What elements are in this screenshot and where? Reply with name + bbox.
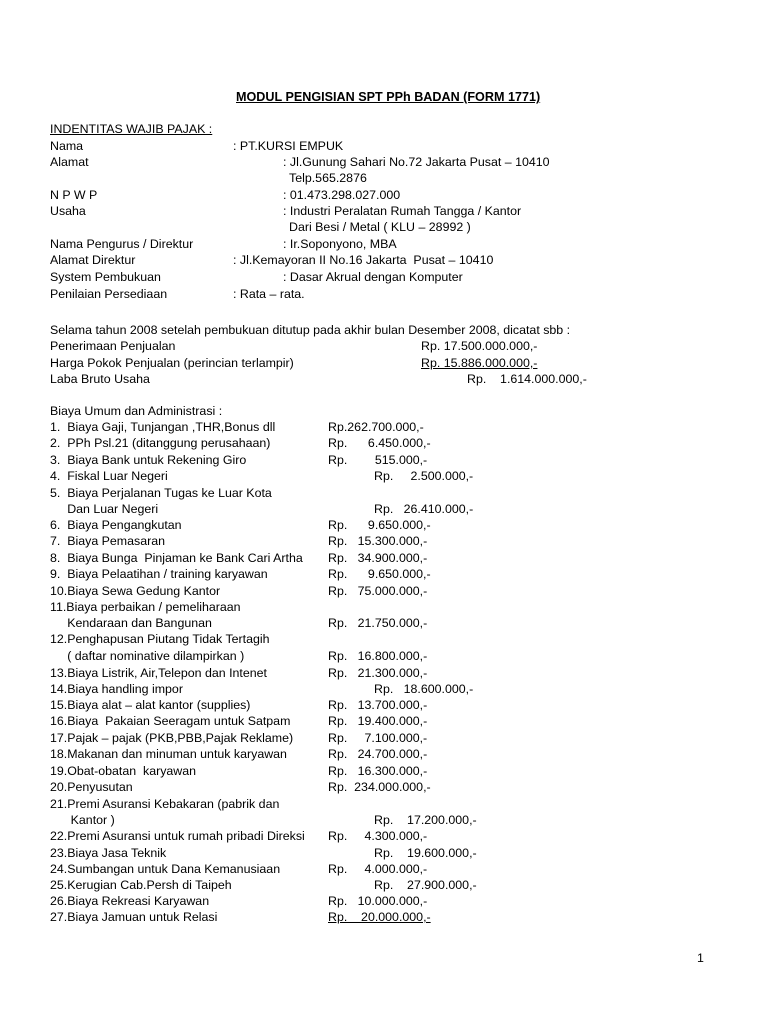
cost-amount: Rp. 2.500.000,- [374,469,474,483]
cost-amount: Rp. 16.300.000,- [328,764,428,778]
identity-label: N P W P [50,188,98,202]
cost-label: 15.Biaya alat – alat kantor (supplies) [50,698,251,712]
cost-label: 6. Biaya Pengangkutan [50,518,182,532]
cost-amount: Rp. 10.000.000,- [328,894,428,908]
cost-label: 2. PPh Psl.21 (ditanggung perusahaan) [50,436,271,450]
cost-label: Kantor ) [50,813,115,827]
cost-row [0,746,768,762]
summary-amount: Rp. 15.886.000.000,- [421,356,538,370]
cost-label: 25.Kerugian Cab.Persh di Taipeh [50,878,232,892]
cost-amount: Rp. 19.400.000,- [328,714,428,728]
cost-row [0,648,768,664]
cost-label: 22.Premi Asuransi untuk rumah pribadi Direksi [50,829,305,843]
cost-label: 12.Penghapusan Piutang Tidak Tertagih [50,632,270,646]
cost-row [0,599,768,615]
summary-row-penjualan [0,338,768,354]
costs-heading: Biaya Umum dan Administrasi : [50,404,223,418]
identity-row-alamat [0,154,768,170]
summary-label: Penerimaan Penjualan [50,339,176,353]
cost-row [0,468,768,484]
page-number: 1 [697,951,704,965]
cost-row [0,566,768,582]
cost-amount: Rp. 20.000.000,- [328,910,431,924]
summary-amount: Rp. 1.614.000.000,- [467,372,587,386]
identity-label: Penilaian Persediaan [50,287,168,301]
identity-row-system [0,269,768,285]
cost-amount: Rp. 9.650.000,- [328,518,431,532]
cost-label: 17.Pajak – pajak (PKB,PBB,Pajak Reklame) [50,731,294,745]
cost-label: 26.Biaya Rekreasi Karyawan [50,894,210,908]
cost-label: 3. Biaya Bank untuk Rekening Giro [50,453,247,467]
cost-amount: Rp. 4.000.000,- [328,862,428,876]
cost-row [0,615,768,631]
cost-amount: Rp. 26.410.000,- [374,502,474,516]
summary-row-laba-bruto [0,371,768,387]
cost-amount: Rp.262.700.000,- [328,420,424,434]
summary-label: Laba Bruto Usaha [50,372,150,386]
identity-row-npwp [0,187,768,203]
identity-value: : Jl.Gunung Sahari No.72 Jakarta Pusat – 10410 [283,155,550,169]
cost-amount: Rp. 4.300.000,- [328,829,428,843]
identity-row-persediaan [0,286,768,302]
summary-intro: Selama tahun 2008 setelah pembukuan ditutup pada akhir bulan Desember 2008, dicatat sbb : [50,323,571,337]
identity-value-cont: Dari Besi / Metal ( KLU – 28992 ) [289,220,471,234]
cost-amount: Rp. 15.300.000,- [328,534,428,548]
identity-value: : PT.KURSI EMPUK [233,139,344,153]
identity-value: : Dasar Akrual dengan Komputer [283,270,463,284]
cost-label: 24.Sumbangan untuk Dana Kemanusiaan [50,862,281,876]
cost-row [0,452,768,468]
cost-row [0,909,768,925]
identity-row-alamat-direktur [0,252,768,268]
identity-label: Alamat [50,155,89,169]
cost-label: 23.Biaya Jasa Teknik [50,846,167,860]
cost-row [0,435,768,451]
cost-label: ( daftar nominative dilampirkan ) [50,649,245,663]
identity-label: Nama [50,139,84,153]
identity-row-usaha [0,203,768,219]
cost-amount: Rp. 24.700.000,- [328,747,428,761]
summary-row-hpp [0,355,768,371]
cost-amount: Rp. 18.600.000,- [374,682,474,696]
cost-row [0,583,768,599]
cost-label: 20.Penyusutan [50,780,133,794]
cost-label: 1. Biaya Gaji, Tunjangan ,THR,Bonus dll [50,420,276,434]
cost-row [0,730,768,746]
cost-row [0,713,768,729]
cost-amount: Rp. 6.450.000,- [328,436,431,450]
cost-row [0,533,768,549]
document-title: MODUL PENGISIAN SPT PPh BADAN (FORM 1771) [236,90,541,104]
cost-label: 19.Obat-obatan karyawan [50,764,197,778]
cost-amount: Rp. 17.200.000,- [374,813,477,827]
cost-row [0,485,768,501]
summary-amount: Rp. 17.500.000.000,- [421,339,538,353]
cost-row [0,845,768,861]
cost-row [0,796,768,812]
summary-label: Harga Pokok Penjualan (perincian terlampir) [50,356,294,370]
identity-value: : Ir.Soponyono, MBA [283,237,397,251]
cost-row [0,517,768,533]
cost-amount: Rp. 515.000,- [328,453,428,467]
cost-label: 11.Biaya perbaikan / pemeliharaan [50,600,241,614]
cost-amount: Rp. 19.600.000,- [374,846,477,860]
cost-label: 27.Biaya Jamuan untuk Relasi [50,910,218,924]
identity-value: : Jl.Kemayoran II No.16 Jakarta Pusat – 10410 [233,253,494,267]
cost-label: 21.Premi Asuransi Kebakaran (pabrik dan [50,797,280,811]
cost-label: 10.Biaya Sewa Gedung Kantor [50,584,221,598]
cost-row [0,763,768,779]
identity-value: : Industri Peralatan Rumah Tangga / Kantor [283,204,522,218]
identity-row-nama [0,138,768,154]
cost-row [0,681,768,697]
cost-amount: Rp. 27.900.000,- [374,878,477,892]
cost-amount: Rp. 34.900.000,- [328,551,428,565]
identity-label: Usaha [50,204,86,218]
cost-label: 5. Biaya Perjalanan Tugas ke Luar Kota [50,486,272,500]
identity-value-cont: Telp.565.2876 [289,171,367,185]
cost-amount: Rp. 21.300.000,- [328,666,428,680]
cost-label: 7. Biaya Pemasaran [50,534,166,548]
identity-label: Nama Pengurus / Direktur [50,237,194,251]
cost-label: 8. Biaya Bunga Pinjaman ke Bank Cari Artha [50,551,303,565]
identity-value: : 01.473.298.027.000 [283,188,401,202]
cost-row [0,631,768,647]
cost-row [0,828,768,844]
cost-label: 9. Biaya Pelaatihan / training karyawan [50,567,268,581]
cost-label: Dan Luar Negeri [50,502,159,516]
identity-heading: INDENTITAS WAJIB PAJAK : [50,122,213,136]
cost-row [0,861,768,877]
cost-row [0,419,768,435]
cost-label: Kendaraan dan Bangunan [50,616,212,630]
identity-value: : Rata – rata. [233,287,305,301]
cost-row [0,550,768,566]
cost-amount: Rp. 16.800.000,- [328,649,428,663]
identity-row-alamat-cont [0,170,768,186]
cost-row [0,697,768,713]
cost-row [0,665,768,681]
identity-row-pengurus [0,236,768,252]
identity-label: Alamat Direktur [50,253,136,267]
cost-row [0,779,768,795]
cost-row [0,501,768,517]
cost-label: 13.Biaya Listrik, Air,Telepon dan Intenet [50,666,267,680]
cost-row [0,812,768,828]
cost-amount: Rp. 13.700.000,- [328,698,428,712]
cost-amount: Rp. 7.100.000,- [328,731,428,745]
cost-row [0,877,768,893]
cost-label: 14.Biaya handling impor [50,682,183,696]
identity-label: System Pembukuan [50,270,161,284]
cost-row [0,893,768,909]
cost-label: 4. Fiskal Luar Negeri [50,469,168,483]
cost-amount: Rp. 21.750.000,- [328,616,428,630]
identity-row-usaha-cont [0,219,768,235]
cost-amount: Rp. 234.000.000,- [328,780,431,794]
cost-label: 18.Makanan dan minuman untuk karyawan [50,747,287,761]
cost-amount: Rp. 9.650.000,- [328,567,431,581]
cost-label: 16.Biaya Pakaian Seeragam untuk Satpam [50,714,291,728]
cost-amount: Rp. 75.000.000,- [328,584,428,598]
